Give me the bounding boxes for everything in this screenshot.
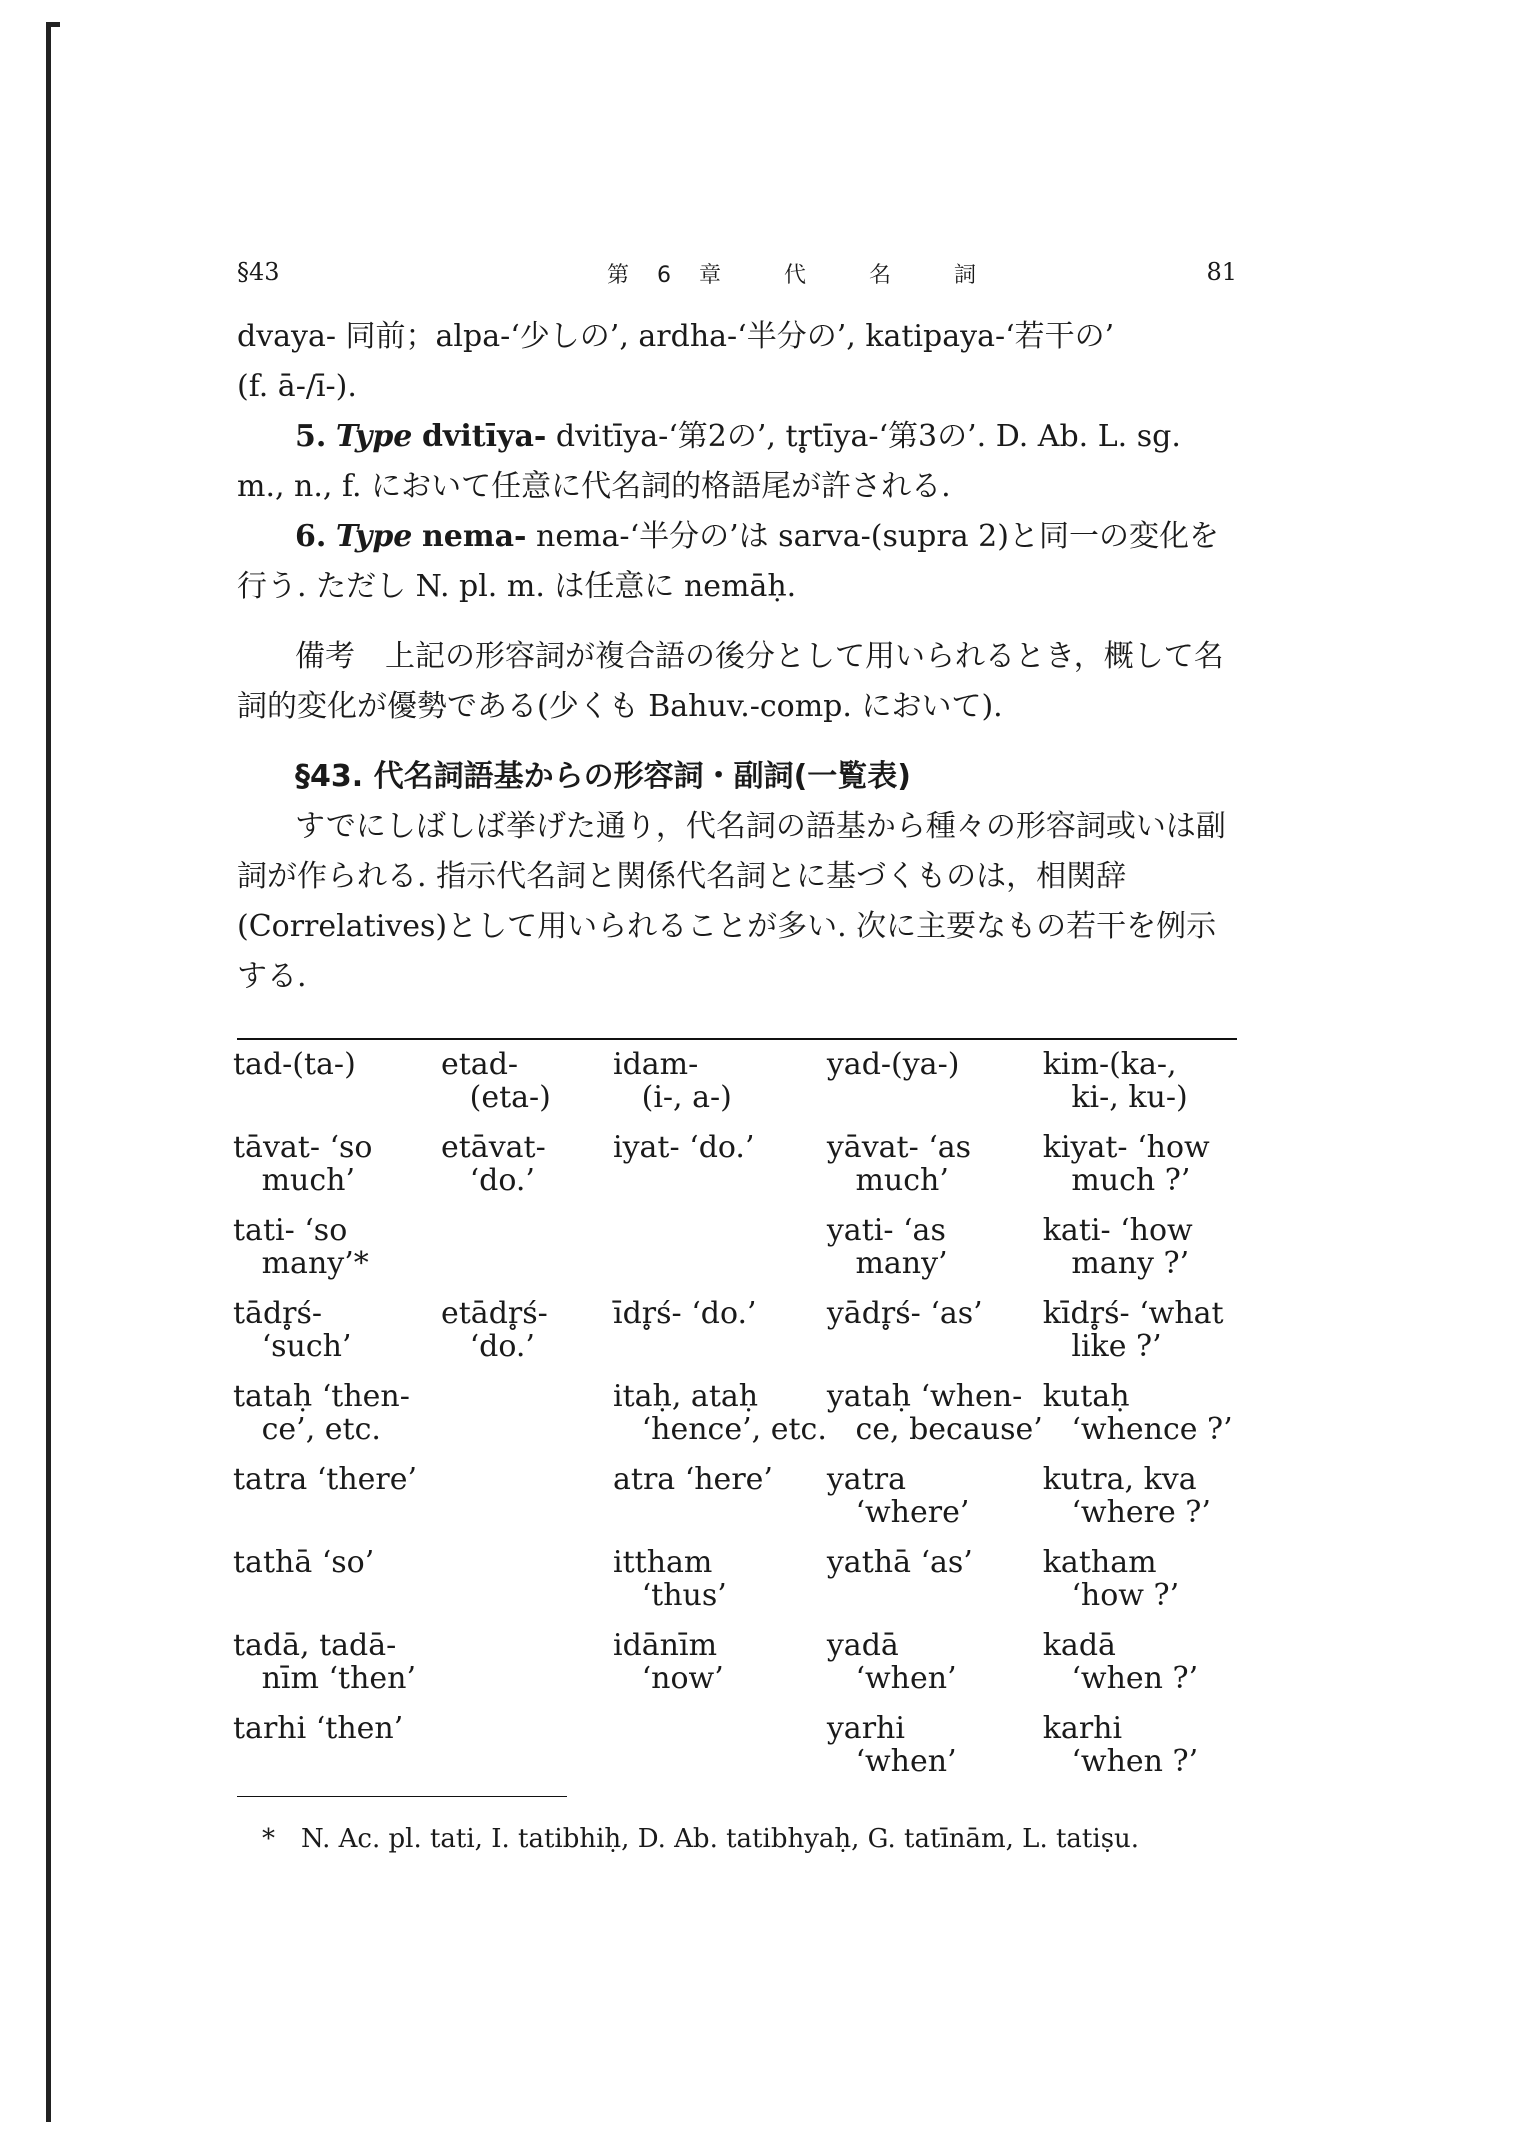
table-cell: yadā ‘when’ [826,1628,957,1696]
table-cell: kim-(ka-, ki-, ku-) [1042,1047,1188,1115]
running-header [237,258,1237,294]
binding-edge-mark [46,22,51,2122]
table-row [233,1463,1237,1546]
table-cell: atra ‘here’ [613,1462,773,1497]
table-row [233,1546,1237,1629]
table-cell: tad-(ta-) [233,1047,356,1082]
paragraph-type5 [237,412,1237,512]
table-cell: yati- ‘as many’ [826,1213,948,1281]
table-cell: tathā ‘so’ [233,1545,375,1580]
remark-paragraph: 備考 上記の形容詞が複合語の後分として用いられるとき，概して名詞的変化が優勢である(少くも Bahuv.-comp. において). [237,639,1224,724]
table-cell: tati- ‘so many’* [233,1213,369,1281]
table-cell [441,1712,613,1795]
footnote-rule [237,1796,567,1797]
table-cell: karhi ‘when ?’ [1042,1711,1199,1779]
correlatives-table-body [233,1048,1237,1795]
type6-text: nema-‘半分の’は sarva-(supra 2)と同一の変化を行う. ただし N. pl. m. は任意に nemāḥ. [237,519,1219,604]
table-cell: kiyat- ‘how much ?’ [1042,1130,1210,1198]
table-cell: yathā ‘as’ [826,1545,973,1580]
table-cell: kīdr̥ś- ‘what like ?’ [1042,1296,1224,1364]
table-cell: yataḥ ‘when- ce, because’ [826,1379,1043,1447]
table-cell: kadā ‘when ?’ [1042,1628,1199,1696]
type5-type-word: Type [335,419,413,454]
table-cell: etad- (eta-) [441,1047,551,1115]
table-row [233,1629,1237,1712]
type6-type-word: Type [335,519,413,554]
table-cell: etāvat- ‘do.’ [441,1130,546,1198]
paragraph-dvaya [237,312,1237,412]
main-text [237,312,1237,1002]
type6-stem: nema- [421,519,527,554]
table-cell: kutra, kva ‘where ?’ [1042,1462,1211,1530]
table-top-rule [237,1038,1237,1040]
section-body: すでにしばしば挙げた通り，代名詞の語基から種々の形容詞或いは副詞が作られる. 指示代名詞と関係代名詞とに基づくものは，相関辞(Correlatives)として用いられることが多い. 次に主要なもの若干を例示する. [237,809,1226,994]
table-row [233,1131,1237,1214]
table-cell: tāvat- ‘so much’ [233,1130,373,1198]
table-cell: itaḥ, ataḥ ‘hence’, etc. [613,1379,827,1447]
paragraph-type6 [237,512,1237,612]
table-row [233,1048,1237,1131]
paragraph-dvaya-line2: (f. ā-/ī-). [237,369,357,404]
table-cell [441,1629,613,1712]
section-heading: §43. 代名詞語基からの形容詞・副詞(一覧表) [295,759,912,794]
footnote: * N. Ac. pl. tati, I. tatibhiḥ, D. Ab. tatibhyaḥ, G. tatīnām, L. tatiṣu. [262,1824,1140,1854]
table-cell: katham ‘how ?’ [1042,1545,1180,1613]
table-cell: tadā, tadā- nīm ‘then’ [233,1628,417,1696]
paragraph-dvaya-line1: dvaya- 同前；alpa-‘少しの’, ardha-‘半分の’, katipaya-‘若干の’ [237,319,1115,354]
table-cell: kutaḥ ‘whence ?’ [1042,1379,1233,1447]
table-cell: idānīm ‘now’ [613,1628,724,1696]
table-row [233,1214,1237,1297]
correlatives-table [233,1048,1237,1795]
table-cell: yāvat- ‘as much’ [826,1130,972,1198]
table-row [233,1297,1237,1380]
table-cell: yatra ‘where’ [826,1462,970,1530]
page-number: 81 [1206,258,1237,286]
type5-stem: dvitīya- [421,419,547,454]
binding-edge-tick [46,22,60,27]
table-row [233,1380,1237,1463]
type5-text: dvitīya-‘第2の’, tr̥tīya-‘第3の’. D. Ab. L. sg. m., n., f. において任意に代名詞的格語尾が許される. [237,419,1181,504]
table-cell [441,1214,613,1297]
table-cell: etādr̥ś- ‘do.’ [441,1296,548,1364]
table-cell [441,1380,613,1463]
table-cell: tādr̥ś- ‘such’ [233,1296,352,1364]
table-cell: iyat- ‘do.’ [613,1130,755,1165]
type5-number: 5. [295,419,327,454]
table-cell: yad-(ya-) [826,1047,960,1082]
table-cell [613,1712,827,1795]
type6-number: 6. [295,519,327,554]
header-section: §43 [237,258,280,286]
table-cell: īdr̥ś- ‘do.’ [613,1296,757,1331]
table-cell: idam- (i-, a-) [613,1047,732,1115]
table-cell: tatra ‘there’ [233,1462,418,1497]
table-cell [613,1214,827,1297]
table-cell: kati- ‘how many ?’ [1042,1213,1193,1281]
table-cell [441,1546,613,1629]
table-cell: yādr̥ś- ‘as’ [826,1296,983,1331]
header-chapter-title: 第6章 代 名 詞 [607,263,1004,288]
table-cell: yarhi ‘when’ [826,1711,957,1779]
table-cell: tataḥ ‘then- ce’, etc. [233,1379,410,1447]
table-row [233,1712,1237,1795]
table-cell [441,1463,613,1546]
table-cell: ittham ‘thus’ [613,1545,727,1613]
table-cell: tarhi ‘then’ [233,1711,404,1746]
